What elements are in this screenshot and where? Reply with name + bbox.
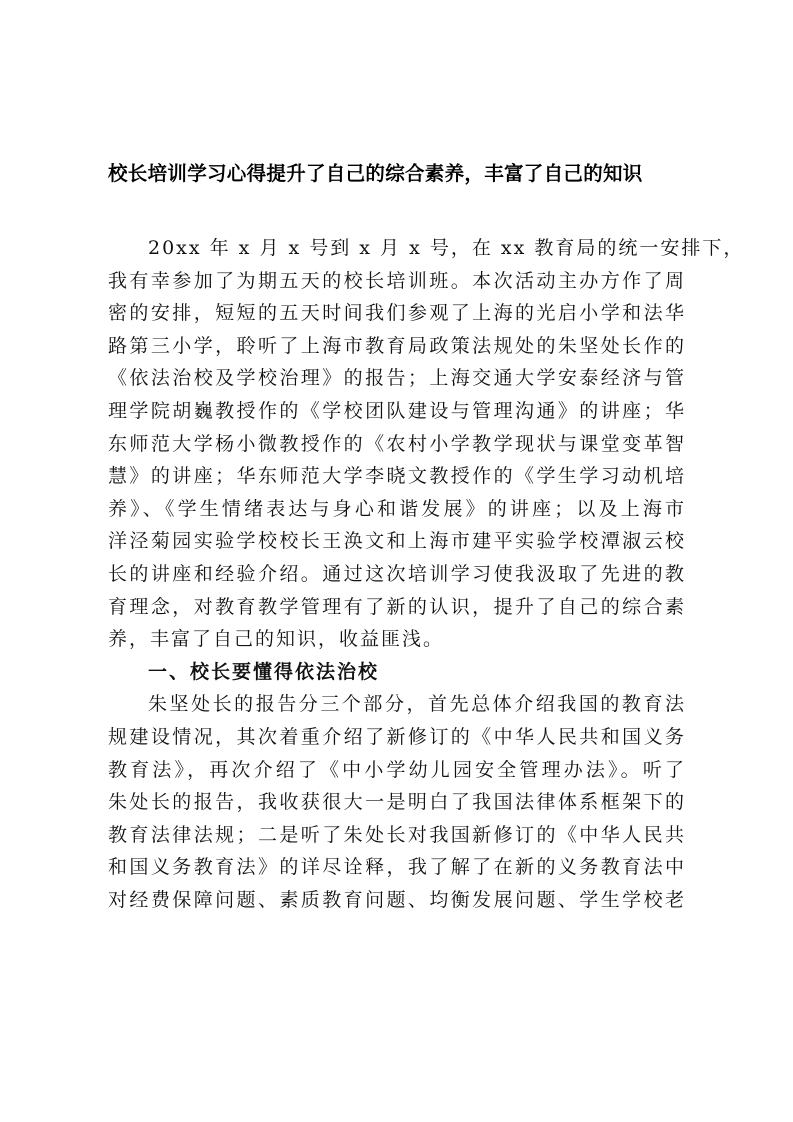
paragraph-line: 路第三小学，聆听了上海市教育局政策法规处的朱坚处长作的: [108, 334, 686, 357]
section-heading: 一、校长要懂得依法治校: [148, 660, 380, 683]
paragraph-line: 20xx 年 x 月 x 号到 x 月 x 号，在 xx 教育局的统一安排下，: [148, 237, 745, 259]
paragraph-line: 东师范大学杨小微教授作的《农村小学教学现状与课堂变革智: [108, 432, 686, 455]
paragraph-line: 和国义务教育法》的详尽诠释，我了解了在新的义务教育法中: [108, 856, 686, 879]
paragraph-line: 慧》的讲座；华东师范大学李晓文教授作的《学生学习动机培: [108, 465, 686, 488]
paragraph-line: 教育法》，再次介绍了《中小学幼儿园安全管理办法》。听了: [108, 758, 686, 781]
paragraph-line: 我有幸参加了为期五天的校长培训班。本次活动主办方作了周: [108, 269, 686, 292]
paragraph-line: 养》、《学生情绪表达与身心和谐发展》的讲座；以及上海市: [108, 497, 686, 520]
paragraph-line: 洋泾菊园实验学校校长王涣文和上海市建平实验学校潭淑云校: [108, 530, 686, 553]
paragraph-line: 规建设情况，其次着重介绍了新修订的《中华人民共和国义务: [108, 725, 686, 748]
paragraph-line: 《依法治校及学校治理》的报告；上海交通大学安泰经济与管: [108, 367, 686, 390]
document-body: [108, 232, 745, 916]
paragraph-line: 密的安排，短短的五天时间我们参观了上海的光启小学和法华: [108, 302, 686, 325]
document-title: 校长培训学习心得提升了自己的综合素养，丰富了自己的知识: [108, 162, 643, 185]
paragraph-line: 教育法律法规；二是听了朱处长对我国新修订的《中华人民共: [108, 823, 686, 846]
paragraph-line: 养，丰富了自己的知识，收益匪浅。: [108, 628, 445, 651]
paragraph-line: 理学院胡巍教授作的《学校团队建设与管理沟通》的讲座；华: [108, 399, 686, 422]
paragraph-line: 朱坚处长的报告分三个部分，首先总体介绍我国的教育法: [148, 693, 686, 716]
paragraph-line: 对经费保障问题、素质教育问题、均衡发展问题、学生学校老: [108, 888, 686, 911]
paragraph-line: 朱处长的报告，我收获很大一是明白了我国法律体系框架下的: [108, 791, 686, 814]
paragraph-line: 长的讲座和经验介绍。通过这次培训学习使我汲取了先进的教: [108, 562, 686, 585]
paragraph-line: 育理念，对教育教学管理有了新的认识，提升了自己的综合素: [108, 595, 686, 618]
